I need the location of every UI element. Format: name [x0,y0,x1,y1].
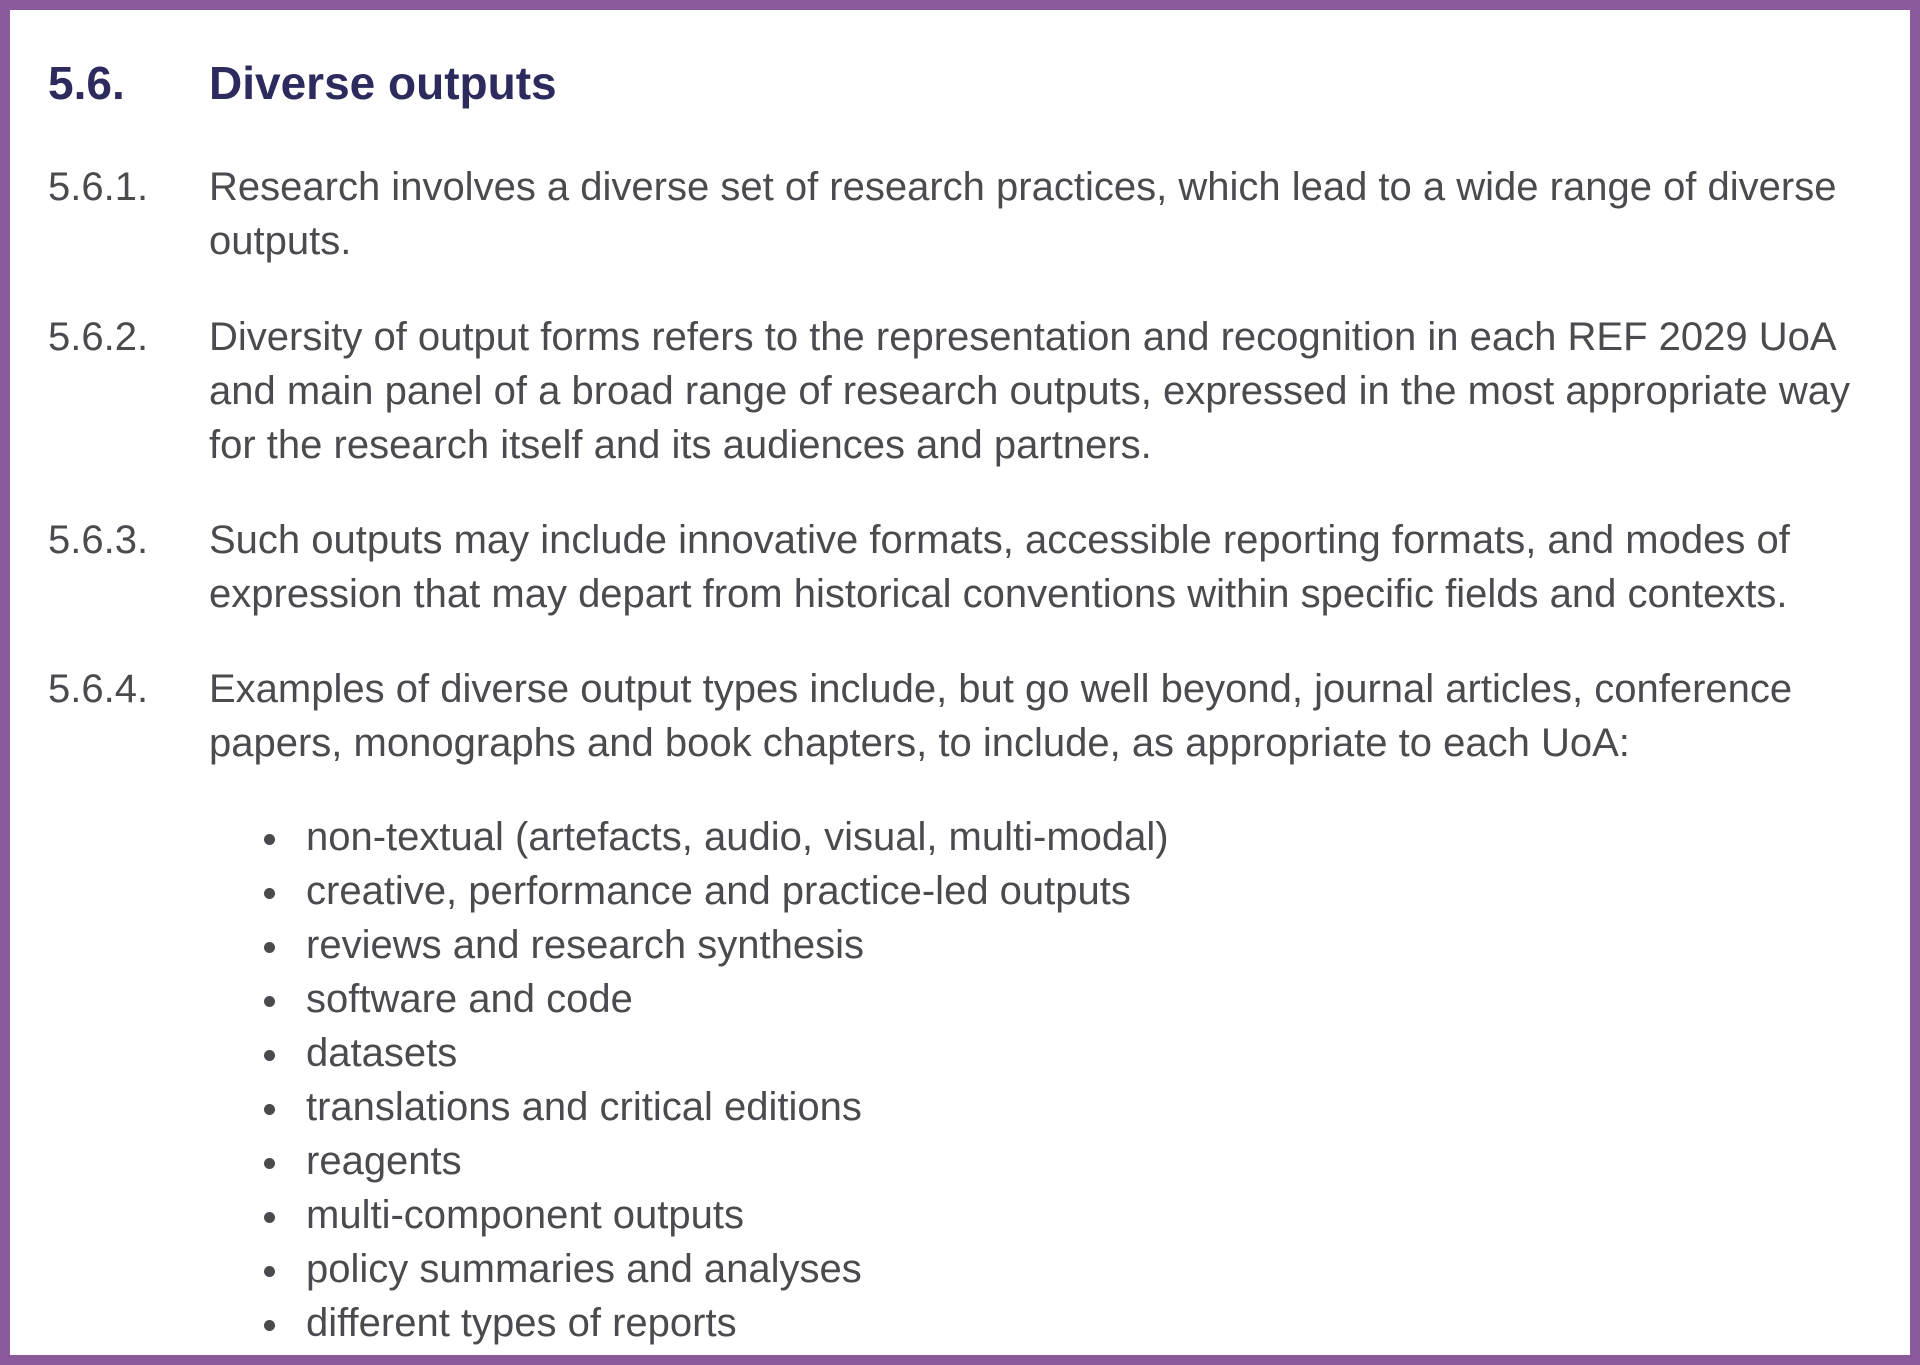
list-item [260,810,1169,864]
list-item [260,918,1169,972]
bullet-icon [264,888,275,899]
paragraph-number: 5.6.1. [48,165,149,209]
bullet-icon [264,1212,275,1223]
bullet-icon [264,834,275,845]
list-item-text: policy summaries and analyses [306,1247,862,1291]
paragraph-5-6-3 [48,513,1878,621]
bullet-icon [264,996,275,1007]
paragraph-5-6-1 [48,160,1878,268]
paragraph-number: 5.6.3. [48,518,149,562]
bullet-icon [264,942,275,953]
list-item-text: different types of reports [306,1301,737,1345]
list-item [260,1188,1169,1242]
bullet-icon [264,1158,275,1169]
list-item-text: non-textual (artefacts, audio, visual, multi-modal) [306,815,1169,859]
bullet-icon [264,1104,275,1115]
list-item [260,1296,1169,1350]
list-item-text: reviews and research synthesis [306,923,865,967]
list-item [260,1080,1169,1134]
list-item [260,864,1169,918]
list-item [260,1242,1169,1296]
paragraph-number: 5.6.4. [48,667,149,711]
list-item-text: software and code [306,977,633,1021]
list-item-text: creative, performance and practice-led outputs [306,869,1131,913]
paragraph-5-6-2 [48,310,1878,472]
list-item [260,972,1169,1026]
paragraph-text: Such outputs may include innovative formats, accessible reporting formats, and modes of expression that may depart from historical conventions within specific fields and contexts. [209,518,1790,616]
paragraph-text: Research involves a diverse set of research practices, which lead to a wide range of diverse outputs. [209,165,1837,263]
paragraph-5-6-4 [48,662,1878,770]
paragraph-text: Diversity of output forms refers to the representation and recognition in each REF 2029 UoA and main panel of a broad range of research outputs, expressed in the most appropriate way for the research itself and its audiences and partners. [209,315,1850,467]
section-number: 5.6. [48,57,125,109]
list-item [260,1026,1169,1080]
output-types-list [260,810,1169,1350]
bullet-icon [264,1050,275,1061]
list-item-text: datasets [306,1031,458,1075]
list-item [260,1134,1169,1188]
section-title: Diverse outputs [209,57,557,109]
paragraph-number: 5.6.2. [48,315,149,359]
section-heading [48,48,557,118]
paragraph-text: Examples of diverse output types include, but go well beyond, journal articles, conference papers, monographs and book chapters, to include, as appropriate to each UoA: [209,667,1793,765]
list-item-text: translations and critical editions [306,1085,862,1129]
bullet-icon [264,1320,275,1331]
list-item-text: multi-component outputs [306,1193,745,1237]
bullet-icon [264,1266,275,1277]
list-item-text: reagents [306,1139,462,1183]
